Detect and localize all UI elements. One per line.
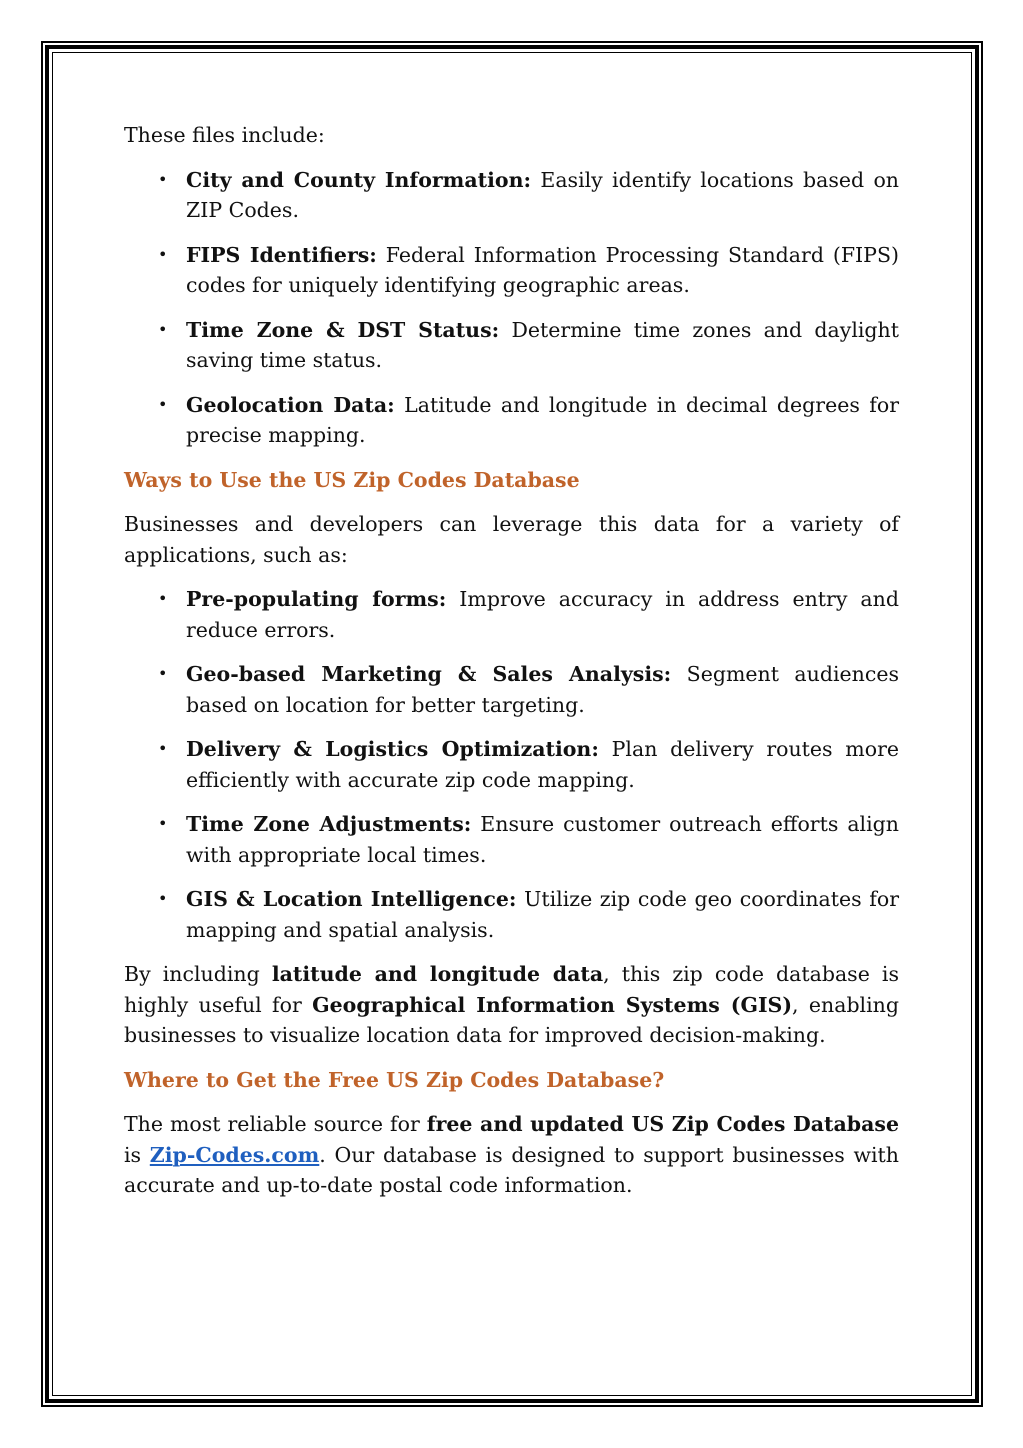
intro-text: These files include: bbox=[124, 123, 325, 147]
list-item bbox=[124, 165, 899, 226]
item-text: Utilize zip code geo coordinates for mapping and spatial analysis. bbox=[186, 887, 899, 942]
where-text-1: The most reliable source for bbox=[124, 1112, 427, 1136]
bullet-icon: • bbox=[158, 589, 168, 608]
item-text: Ensure customer outreach efforts align with appropriate local times. bbox=[186, 812, 899, 867]
where-text-2: is bbox=[124, 1142, 150, 1167]
where-paragraph bbox=[124, 1109, 899, 1201]
where-text-3: . Our database is designed to support businesses with accurate and up-to-date postal code information. bbox=[124, 1142, 900, 1197]
gis-bold-1: latitude and longitude data bbox=[271, 962, 604, 986]
bullet-icon: • bbox=[158, 394, 168, 414]
list-item bbox=[124, 734, 899, 795]
section-heading-ways: Ways to Use the US Zip Codes Database bbox=[124, 467, 580, 492]
bullet-icon: • bbox=[158, 169, 168, 189]
item-label: Time Zone & DST Status: bbox=[186, 317, 500, 342]
item-label: Geolocation Data: bbox=[186, 392, 395, 417]
uses-list bbox=[124, 584, 899, 945]
item-label: Geo-based Marketing & Sales Analysis: bbox=[186, 662, 672, 686]
list-item bbox=[124, 809, 899, 870]
item-text: Latitude and longitude in decimal degrees for precise mapping. bbox=[186, 392, 899, 447]
section-heading-where: Where to Get the Free US Zip Codes Database? bbox=[124, 1067, 665, 1092]
gis-text-1: By including bbox=[124, 962, 272, 986]
item-label: Time Zone Adjustments: bbox=[186, 812, 472, 836]
files-list bbox=[124, 165, 899, 451]
bullet-icon: • bbox=[158, 244, 168, 264]
item-label: City and County Information: bbox=[186, 167, 532, 192]
item-label: FIPS Identifiers: bbox=[186, 242, 377, 267]
item-label: GIS & Location Intelligence: bbox=[186, 887, 517, 911]
gis-text-3: , enabling businesses to visualize location data for improved decision-making. bbox=[124, 992, 899, 1047]
bullet-icon: • bbox=[158, 664, 168, 683]
bullet-icon: • bbox=[158, 889, 168, 908]
item-text: Determine time zones and daylight saving time status. bbox=[186, 317, 899, 372]
list-item bbox=[124, 240, 899, 301]
list-item bbox=[124, 659, 899, 720]
item-text: Easily identify locations based on ZIP Codes. bbox=[186, 167, 899, 222]
item-text: Improve accuracy in address entry and reduce errors. bbox=[186, 587, 899, 642]
document-body bbox=[124, 120, 899, 1215]
gis-bold-2: Geographical Information Systems (GIS) bbox=[312, 992, 793, 1017]
item-text: Segment audiences based on location for better targeting. bbox=[186, 662, 899, 717]
ways-intro: Businesses and developers can leverage this data for a variety of applications, such as: bbox=[124, 512, 899, 567]
list-item bbox=[124, 584, 899, 645]
item-label: Delivery & Logistics Optimization: bbox=[186, 737, 599, 761]
list-item bbox=[124, 390, 899, 451]
gis-paragraph bbox=[124, 959, 899, 1051]
gis-text-2: , this zip code database is highly useful for bbox=[124, 962, 899, 1017]
bullet-icon: • bbox=[158, 814, 168, 833]
bullet-icon: • bbox=[158, 739, 168, 758]
bullet-icon: • bbox=[158, 319, 168, 339]
item-label: Pre-populating forms: bbox=[186, 587, 447, 611]
where-bold-1: free and updated US Zip Codes Database bbox=[426, 1112, 899, 1136]
item-text: Plan delivery routes more efficiently with accurate zip code mapping. bbox=[186, 737, 900, 792]
item-text: Federal Information Processing Standard (FIPS) codes for uniquely identifying geographic areas. bbox=[186, 242, 899, 297]
list-item bbox=[124, 315, 899, 376]
list-item bbox=[124, 884, 899, 945]
zip-codes-link[interactable]: Zip-Codes.com bbox=[149, 1142, 320, 1167]
